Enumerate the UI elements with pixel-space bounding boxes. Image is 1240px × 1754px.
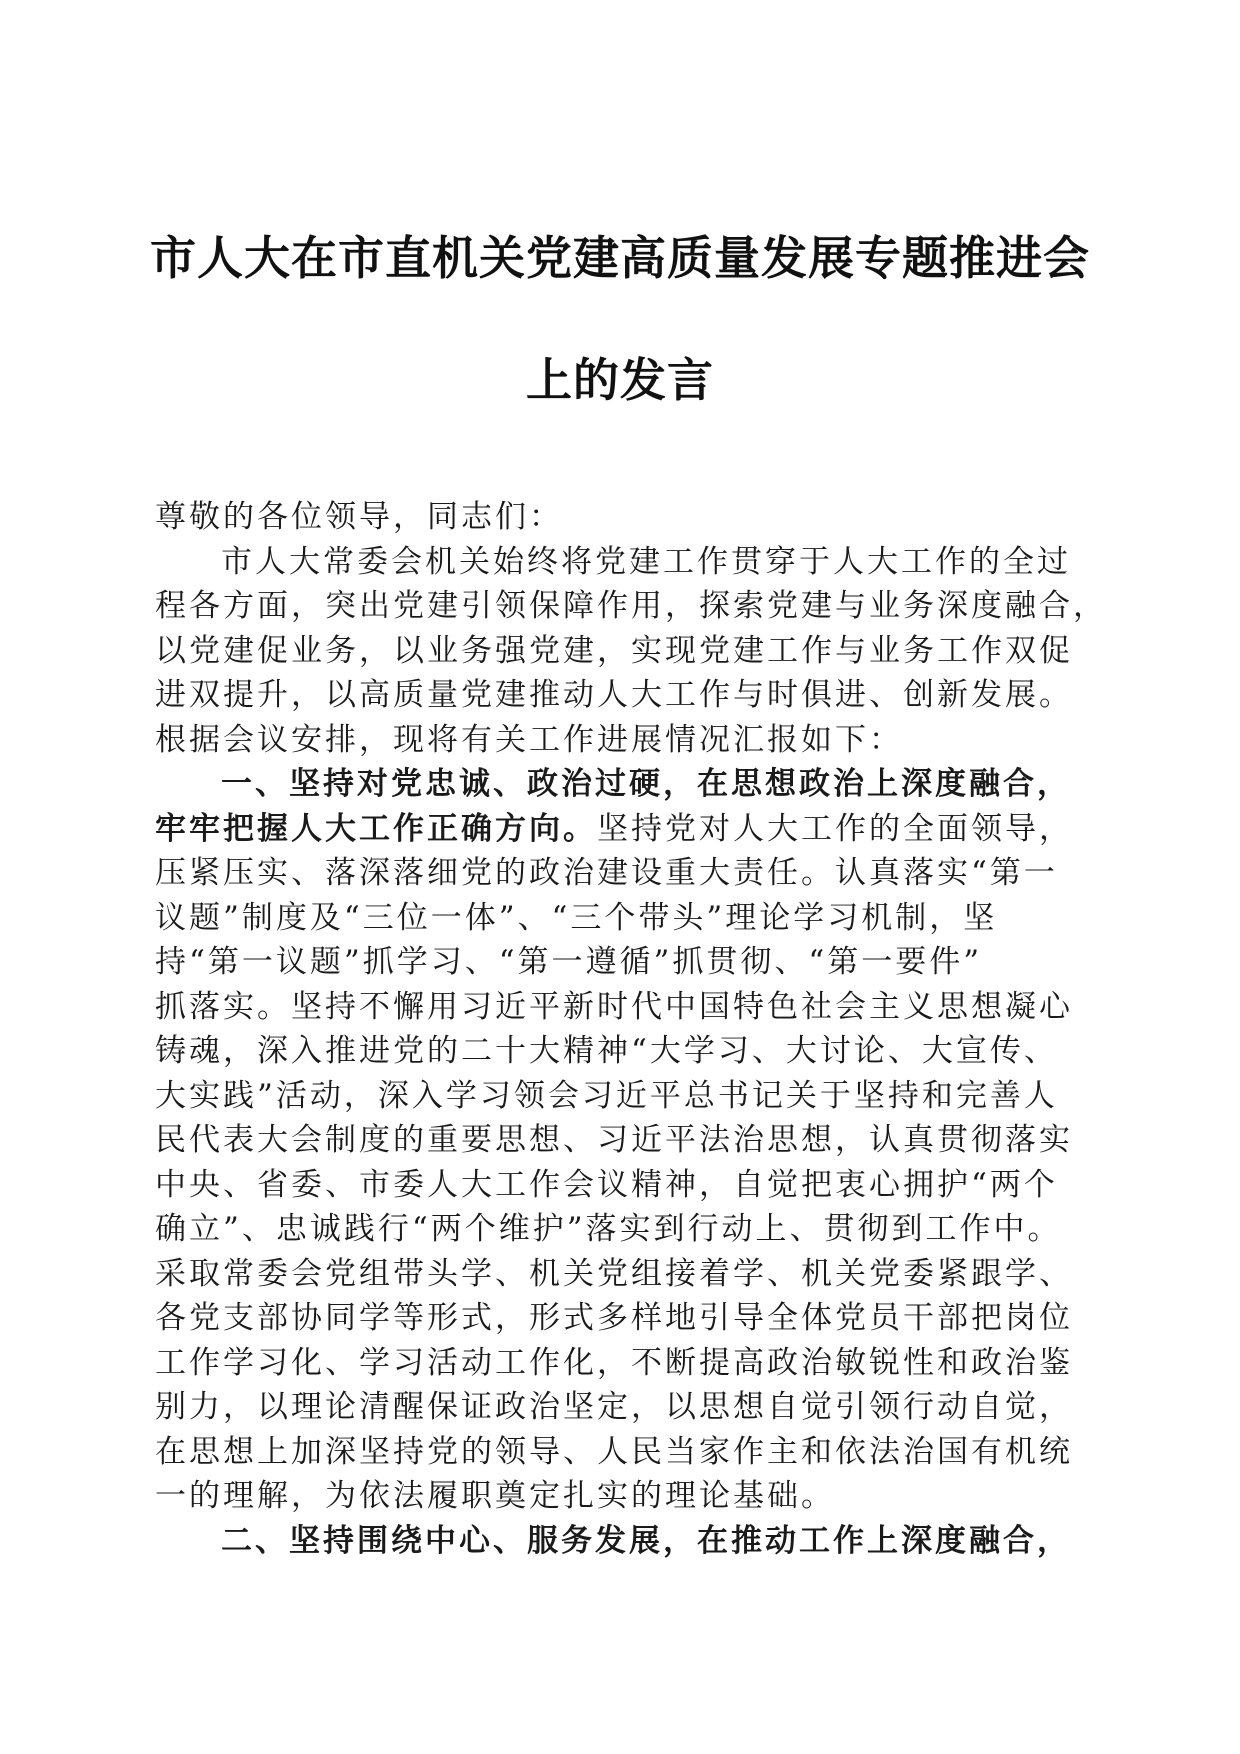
section-1-body-line: 采取常委会党组带头学、机关党组接着学、机关党委紧跟学、	[155, 1255, 1073, 1292]
section-1-body-line: 工作学习化、学习活动工作化，不断提高政治敏锐性和政治鉴	[155, 1344, 1073, 1381]
section-1-body-line: 确立”、忠诚践行“两个维护”落实到行动上、贯彻到工作中。	[155, 1211, 1062, 1247]
section-1-body-start: 坚持党对人大工作的全面领导，	[597, 810, 1073, 847]
salutation: 尊敬的各位领导，同志们：	[155, 499, 563, 535]
section-1-body-line: 各党支部协同学等形式，形式多样地引导全体党员干部把岗位	[155, 1300, 1073, 1336]
paragraph-1-line: 以党建促业务，以业务强党建，实现党建工作与业务工作双促	[155, 632, 1073, 669]
section-1-body-line: 抓落实。坚持不懈用习近平新时代中国特色社会主义思想凝心	[155, 988, 1073, 1025]
document-title-line-2: 上的发言	[526, 353, 714, 407]
section-1-body-line: 在思想上加深坚持党的领导、人民当家作主和依法治国有机统	[155, 1433, 1073, 1470]
paragraph-1-line: 进双提升，以高质量党建推动人大工作与时俱进、创新发展。	[155, 677, 1073, 713]
document-title-line-1: 市人大在市直机关党建高质量发展专题推进会	[150, 231, 1090, 285]
section-2-heading: 二、坚持围绕中心、服务发展，在推动工作上深度融合，	[221, 1522, 1071, 1559]
paragraph-1-line: 根据会议安排，现将有关工作进展情况汇报如下：	[155, 721, 903, 758]
section-1-heading-continued	[155, 807, 1105, 852]
section-1-body-line: 一的理解，为依法履职奠定扎实的理论基础。	[155, 1478, 835, 1514]
paragraph-1-line: 程各方面，突出党建引领保障作用，探索党建与业务深度融合，	[155, 588, 1107, 624]
section-1-body-line: 铸魂，深入推进党的二十大精神“大学习、大讨论、大宣传、	[155, 1033, 1058, 1069]
section-1-heading: 一、坚持对党忠诚、政治过硬，在思想政治上深度融合，	[221, 766, 1071, 802]
section-1-body-line: 压紧压实、落深落细党的政治建设重大责任。认真落实“第一	[155, 855, 1058, 891]
section-1-body-line: 中央、省委、市委人大工作会议精神，自觉把衷心拥护“两个	[155, 1166, 1058, 1203]
section-1-body-line: 议题”制度及“三位一体”、“三个带头”理论学习机制，坚	[155, 899, 998, 936]
section-1-body-line: 别力，以理论清醒保证政治坚定，以思想自觉引领行动自觉，	[155, 1389, 1073, 1425]
section-1-body-line: 持“第一议题”抓学习、“第一遵循”抓贯彻、“第一要件”	[155, 944, 983, 980]
section-1-body-line: 大实践”活动，深入学习领会习近平总书记关于坚持和完善人	[155, 1077, 1058, 1114]
section-1-body-line: 民代表大会制度的重要思想、习近平法治思想，认真贯彻落实	[155, 1122, 1073, 1158]
document-body	[155, 495, 1105, 1563]
section-1-heading-end: 牢牢把握人大工作正确方向。	[155, 810, 597, 847]
paragraph-1-line: 市人大常委会机关始终将党建工作贯穿于人大工作的全过	[221, 543, 1071, 580]
